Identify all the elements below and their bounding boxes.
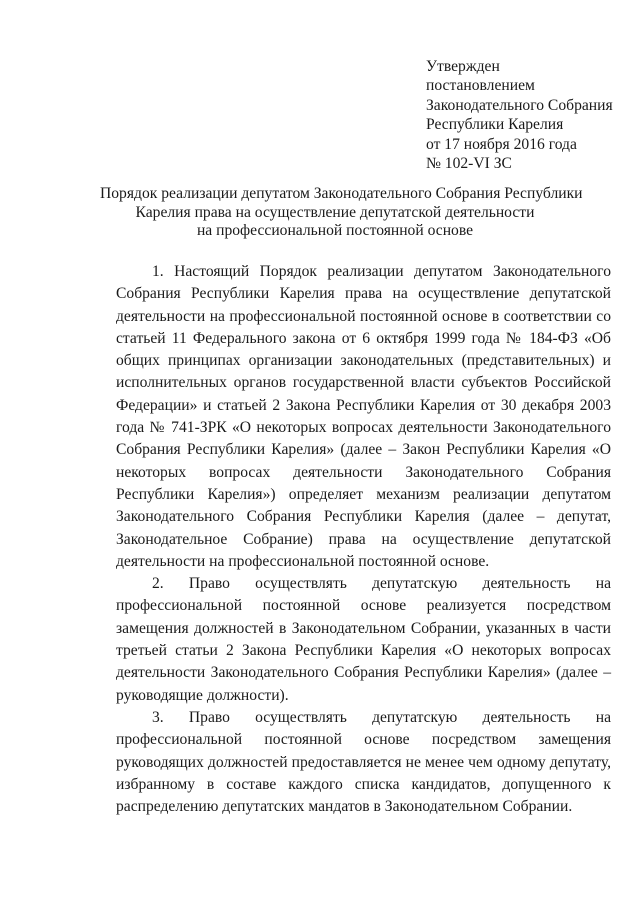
paragraph-2: 2. Право осуществлять депутатскую деятельность на профессиональной постоянной основе реализуется посредством замещения должностей в Законодательном Собрании, указанных в части третьей статьи 2 Закона Республики Карелия «О некоторых вопросах деятельности Законодательного Собрания Республики Карелия» (далее – руководящие должности). <box>116 575 611 704</box>
document-body <box>116 261 611 818</box>
title-line: Карелия права на осуществление депутатской деятельности <box>135 203 535 221</box>
paragraph-1: 1. Настоящий Порядок реализации депутатом Законодательного Собрания Республики Карелия права на осуществление депутатской деятельности на профессиональной постоянной основе в соответствии со статьей 11 Федерального закона от 6 октября 1999 года № 184-ФЗ «Об общих принципах организации законодательных (представительных) и исполнительных органов государственной власти субъектов Российской Федерации» и статьей 2 Закона Республики Карелия от 30 декабря 2003 года № 741-ЗРК «О некоторых вопросах деятельности Законодательного Собрания Республики Карелия» (далее – Закон Республики Карелия «О некоторых вопросах деятельности Законодательного Собрания Республики Карелия») определяет механизм реализации депутатом Законодательного Собрания Республики Карелия (далее – депутат, Законодательное Собрание) права на осуществление депутатской деятельности на профессиональной постоянной основе. <box>116 263 611 570</box>
approval-line: Утвержден <box>426 58 500 75</box>
paragraph-3: 3. Право осуществлять депутатскую деятельность на профессиональной постоянной основе посредством замещения руководящих должностей предоставляется не менее чем одному депутату, избранному в составе каждого списка кандидатов, допущенного к распределению депутатских мандатов в Законодательном Собрании. <box>116 708 611 816</box>
approval-line: постановлением <box>426 77 535 95</box>
approval-number: № 102-VI ЗС <box>426 155 512 173</box>
approval-stamp <box>426 57 613 173</box>
title-line: на профессиональной постоянной основе <box>196 222 474 239</box>
approval-date: от 17 ноября 2016 года <box>426 135 577 153</box>
title-line: Порядок реализации депутатом Законодательного Собрания Республики <box>100 185 583 202</box>
document-title <box>100 185 583 241</box>
approval-line: Республики Карелия <box>426 116 564 134</box>
approval-line: Законодательного Собрания <box>426 96 613 114</box>
